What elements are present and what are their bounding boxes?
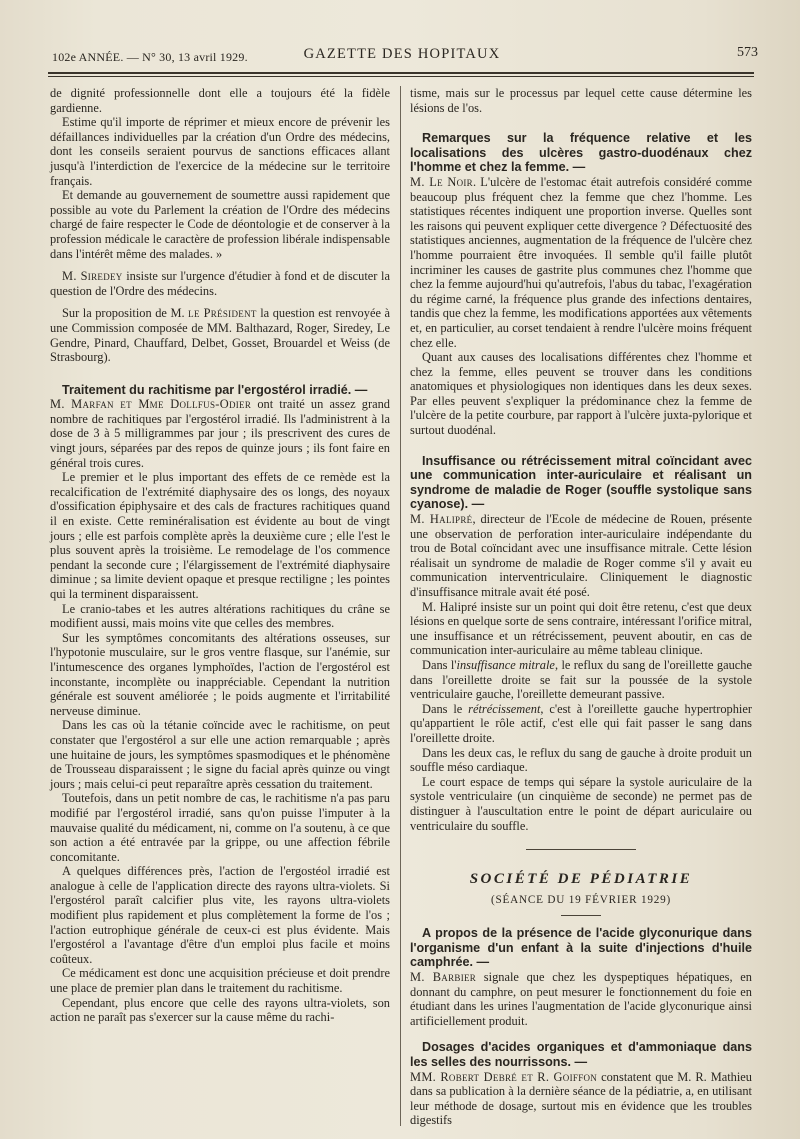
- right-column: [410, 86, 752, 1128]
- paragraph: Sur les symptômes concomitants des altérations osseuses, sur l'hypotonie musculaire, sur le gros ventre flasque, sur l'anémie, sur l'intumescence des organes lymphoïdes, l'action de l'ergostérol est inconstante, incomplète ou inappréciable. Cependant la nutrition générale est souvent améliorée ; le poids augmente et l'irritabilité nerveuse diminue.: [50, 630, 390, 718]
- paragraph: [50, 306, 390, 364]
- paragraph-text: la question est renvoyée à une Commission composée de MM. Balthazard, Roger, Siredey, Le Gendre, Pinard, Chauffard, Delbet, Gosset, Brouardel et Weiss (de Strasbourg).: [50, 306, 390, 365]
- running-header: [46, 44, 758, 70]
- section-separator: [526, 849, 636, 850]
- paragraph-text: , c'est à l'oreillette gauche hypertrophier qu'appartient le rôle actif, c'est elle qui fait passer le sang dans l'oreillette droite.: [410, 701, 752, 745]
- section-heading: Dosages d'acides organiques et d'ammoniaque dans les selles des nourrissons. —: [410, 1040, 752, 1070]
- section-heading: Remarques sur la fréquence relative et les localisations des ulcères gastro-duodénaux chez l'homme et chez la femme. —: [410, 131, 752, 175]
- paragraph: Et demande au gouvernement de soumettre aussi rapidement que possible au vote du Parlement la création de l'Ordre des médecins chargé de faire respecter le Code de déontologie et de conserver à la profession médicale le caractère de profession libérale indispensable dans l'intérêt même des malades. »: [50, 188, 390, 261]
- paragraph: Le premier et le plus important des effets de ce remède est la recalcification de l'extrémité diaphysaire des os longs, des noyaux d'ossification épiphysaire et des cals de fractures rachitiques quand il en existe. Cette reminéralisation est évidente au bout de vingt jours ; elle est parfois complète après la deuxième cure ; elle l'est le plus souvent après la troisième. Le remodelage de l'os commence pendant la seconde cure ; l'élargissement de l'extrémité diaphysaire diminue ; sa limite devient opaque et presque rectiligne ; les pointes qui la terminent disparaissent.: [50, 470, 390, 601]
- author-name: MM. Robert Debré et R. Goiffon: [410, 1069, 598, 1084]
- paragraph: [50, 397, 390, 470]
- paragraph-text: Dans l': [422, 657, 457, 672]
- paragraph-text: , directeur de l'Ecole de médecine de Rouen, présente une observation de perforation inter-auriculaire indépendante du trou de Botal coïncidant avec une insuffisance mitrale. Cette lésion réalisait un syndrome de maladie de Roger comme s'il y avait eu communication interventriculaire. Cliniquement le diagnostic d'insuffisance mitrale avait été posé.: [410, 512, 752, 599]
- paragraph: Ce médicament est donc une acquisition précieuse et doit prendre une place de premier plan dans le traitement du rachitisme.: [50, 966, 390, 996]
- paragraph: Toutefois, dans un petit nombre de cas, le rachitisme n'a pas paru modifié par l'ergostérol irradié, sans qu'on puisse l'imputer à la mauvaise qualité du médicament, ni, comme on l'a soutenu, à ce que son action a été entravée par la grippe, ou une affection fébrile concomitante.: [50, 791, 390, 864]
- author-name: le Président: [188, 306, 257, 321]
- paragraph: A quelques différences près, l'action de l'ergostéol irradié est analogue à celle de l'application directe des rayons ultra-violets. Si l'ergostérol paraît calcifier plus vite, les rayons ultra-violets modifient plus rapidement et plus complètement la forme de l'os ; l'action eutrophique générale de ceux-ci est plus évidente. Mais l'ergostérol a l'avantage d'être d'un emploi plus facile et moins coûteux.: [50, 864, 390, 966]
- left-column: [50, 86, 390, 1025]
- paragraph: [410, 512, 752, 600]
- paragraph: tisme, mais sur le processus par lequel cette cause détermine les lésions de l'os.: [410, 86, 752, 115]
- paragraph-text: , le reflux du sang de l'oreillette gauche dans l'oreillette droite se fait sur la poussée de la systole ventriculaire gauche, l'oreillette demeurant passive.: [410, 657, 752, 702]
- paragraph-text: insiste sur l'urgence d'étudier à fond et de discuter la question de l'Ordre des médecins.: [50, 269, 390, 298]
- paragraph: de dignité professionnelle dont elle a toujours été la fidèle gardienne.: [50, 86, 390, 115]
- header-rule: [48, 72, 754, 74]
- issue-info: 102e ANNÉE. — N° 30, 13 avril 1929.: [52, 50, 248, 64]
- section-heading: Traitement du rachitisme par l'ergostérol irradié. —: [62, 382, 368, 397]
- emphasis: rétrécissement: [468, 701, 541, 716]
- paragraph-text: Dans le: [422, 701, 469, 716]
- publication-title: GAZETTE DES HOPITAUX: [303, 46, 501, 62]
- society-title: SOCIÉTÉ DE PÉDIATRIE: [469, 871, 693, 888]
- author-name: M. Halipré: [410, 512, 473, 527]
- page-number: 573: [737, 45, 758, 60]
- author-name: M. Marfan et Mme Dollfus-Odier: [50, 397, 252, 412]
- author-name: M. Le Noir: [410, 174, 473, 189]
- paragraph: Cependant, plus encore que celle des rayons ultra-violets, son action ne paraît pas s'exercer sur la cause même du rachi-: [50, 995, 390, 1025]
- paragraph: [410, 658, 752, 702]
- paragraph-text: Sur la proposition de M.: [62, 306, 189, 321]
- paragraph: [410, 970, 752, 1028]
- section-separator-small: [561, 915, 601, 916]
- paragraph: Dans les deux cas, le reflux du sang de gauche à droite produit un souffle méso cardiaque.: [410, 745, 752, 775]
- header-rule-thin: [48, 76, 754, 77]
- paragraph-text: constatent que M. R. Mathieu dans sa publication à la dernière séance de la pédiatrie, a, en utilisant leur méthode de dosage, surtout mis en évidence que les troubles digestifs: [410, 1069, 752, 1128]
- paragraph: Quant aux causes des localisations différentes chez l'homme et chez la femme, elles peuvent se trouver dans les conditions anatomiques et physiologiques non identiques dans les deux sexes. Par elles peuvent s'expliquer la prédominance chez la femme de l'ulcère de la petite courbure, par rapport à l'ulcère juxta-pylorique et surtout duodénal.: [410, 350, 752, 438]
- column-divider: [400, 86, 401, 1126]
- paragraph: Le cranio-tabes et les autres altérations rachitiques du crâne se modifient aussi, mais moins vite que celles des membres.: [50, 601, 390, 631]
- paragraph: Dans les cas où la tétanie coïncide avec le rachitisme, on peut constater que l'ergostérol a sur elle une action remarquable ; après une huitaine de jours, les symptômes spasmodiques et le phénomène de Trousseau disparaissent ; le signe du facial après quinze ou vingt jours ; mais celui-ci peut reparaître après cessation du traitement.: [50, 718, 390, 791]
- paragraph: [410, 175, 752, 350]
- paragraph-text: . L'ulcère de l'estomac était autrefois considéré comme beaucoup plus fréquent chez la femme que chez l'homme. Les statistiques récentes indiquent une proportion inverse. Quelles sont les raisons qui peuvent expliquer cette divergence ? Défectuosité des statistiques anciennes, augmentation de la fréquence de l'ulcère chez l'homme pourraient être invoquées. Il semble qu'il faille plutôt incriminer les causes de gastrite plus communes chez l'homme que chez la femme aujourd'hui qu'autrefois, l'abus du tabac, l'exagération du régime carné, la fréquence plus grande des infections dentaires, tandis que chez la femme, les modifications apportées aux vêtements et, en particulier, au corset tendaient à rendre l'ulcère moins fréquent chez elle.: [410, 174, 753, 350]
- author-name: M. Barbier: [410, 970, 477, 985]
- paragraph: Estime qu'il importe de réprimer et mieux encore de prévenir les défaillances individuelles par la création d'un Ordre des médecins, dont les conseils seraient pourvus de sanctions efficaces allant jusqu'à l'interdiction de l'exercice de la médecine sur le territoire français.: [50, 115, 390, 188]
- emphasis: insuffisance mitrale: [456, 657, 555, 672]
- paragraph: M. Halipré insiste sur un point qui doit être retenu, c'est que deux lésions en quelque sorte de sens contraire, intéressant l'orifice mitral, une insuffisance et un rétrécissement, peuvent aboutir, en cas de communication inter-auriculaire au même tableau clinique.: [410, 599, 752, 658]
- section-heading: Insuffisance ou rétrécissement mitral coïncidant avec une communication inter-auriculaire et réalisant un syndrome de maladie de Roger (souffle systolique sans cyanose). —: [410, 453, 752, 512]
- paragraph: Le court espace de temps qui sépare la systole auriculaire de la systole ventriculaire (un cinquième de seconde) ne permet pas de distinguer à l'auscultation entre le point de départ auriculaire ou ventriculaire du souffle.: [410, 774, 752, 833]
- author-name: M. Siredey: [62, 269, 123, 284]
- paragraph: [50, 269, 390, 298]
- paragraph-text: ont traité un assez grand nombre de rachitiques par l'ergostérol irradié. Ils l'administrent à la dose de 3 à 5 milligrammes par jour ; ils prescrivent des cures de vingt jours, séparées par des repos de quinze jours ; ils font faire en général trois cures.: [50, 397, 390, 470]
- paragraph: [410, 1070, 752, 1128]
- paragraph-text: signale que chez les dyspeptiques hépatiques, en donnant du camphre, on peut mesurer le fonctionnement du foie en étudiant dans les urines l'augmentation de l'acide glyconurique ainsi artificiellement produit.: [410, 970, 752, 1028]
- section-heading: A propos de la présence de l'acide glyconurique dans l'organisme d'un enfant à la suite d'injections d'huile camphrée. —: [410, 926, 752, 970]
- paragraph: [410, 702, 752, 746]
- session-date: (SÉANCE DU 19 FÉVRIER 1929): [490, 893, 672, 906]
